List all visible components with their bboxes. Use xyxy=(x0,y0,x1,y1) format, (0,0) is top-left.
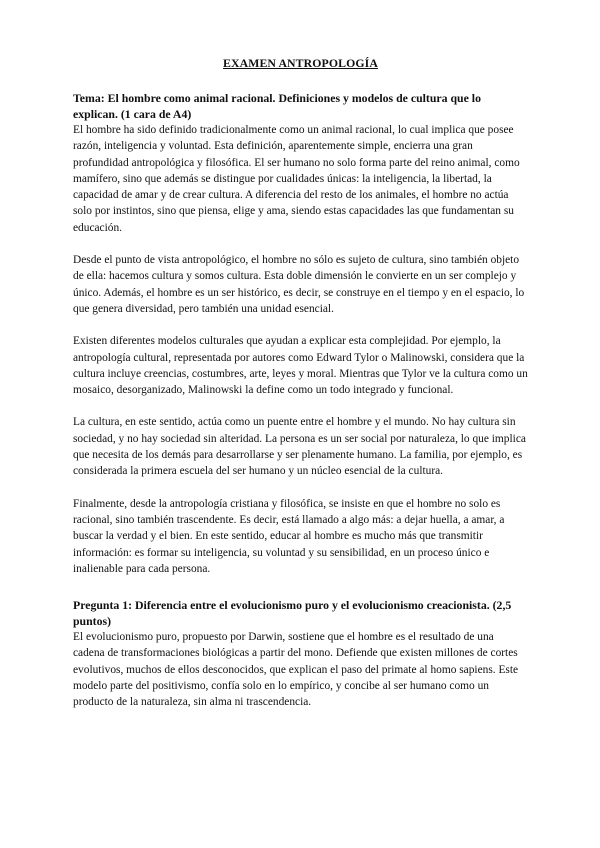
paragraph: Existen diferentes modelos culturales que ayudan a explicar esta complejidad. Por ejemplo, la antropología cultural, representada por autores como Edward Tylor o Malinowski, considera que la cultura incluye creencias, costumbres, arte, leyes y moral. Mientras que Tylor ve la cultura como un mosaico, desorganizado, Malinowski la define como un todo integrado y funcional. xyxy=(73,335,528,397)
paragraph: Finalmente, desde la antropología cristiana y filosófica, se insiste en que el hombre no solo es racional, sino también trascendente. Es decir, está llamado a algo más: a dejar huella, a amar, a buscar la verdad y el bien. En este sentido, educar al hombre es mucho más que transmitir información: es formar su inteligencia, su voluntad y su sensibilidad, en un proceso único e inalienable para cada persona. xyxy=(73,497,505,575)
paragraph: La cultura, en este sentido, actúa como un puente entre el hombre y el mundo. No hay cultura sin sociedad, y no hay sociedad sin alteridad. La persona es un ser social por naturaleza, lo que implica que necesita de los demás para desarrollarse y ser plenamente humano. La familia, por ejemplo, es considerada la primera escuela del ser humano y un núcleo esencial de la cultura. xyxy=(73,416,526,478)
document-title: EXAMEN ANTROPOLOGÍA xyxy=(223,56,378,70)
question-1-heading: Pregunta 1: Diferencia entre el evolucionismo puro y el evolucionismo creacionista. (2,5 puntos) xyxy=(73,598,512,629)
question-1-section xyxy=(73,597,528,710)
topic-section xyxy=(73,90,528,577)
paragraph: Desde el punto de vista antropológico, el hombre no sólo es sujeto de cultura, sino también objeto de ella: hacemos cultura y somos cultura. Esta doble dimensión le convierte en un ser complejo y único. Además, el hombre es un ser histórico, es decir, se construye en el tiempo y en el espacio, lo que genera diversidad, pero también una unidad esencial. xyxy=(73,254,525,315)
paragraph: El evolucionismo puro, propuesto por Darwin, sostiene que el hombre es el resultado de una cadena de transformaciones biológicas a partir del mono. Defiende que existen millones de cortes evolutivos, muchos de ellos desconocidos, que explican el paso del primate al homo sapiens. Este modelo parte del positivismo, confía solo en lo empírico, y concibe al ser humano como un producto de la naturaleza, sin alma ni trascendencia. xyxy=(73,631,519,709)
topic-heading: Tema: El hombre como animal racional. Definiciones y modelos de cultura que lo explican. (1 cara de A4) xyxy=(73,91,481,121)
paragraph: El hombre ha sido definido tradicionalmente como un animal racional, lo cual implica que posee razón, inteligencia y voluntad. Esta definición, aparentemente simple, encierra una gran profundidad antropológica y filosófica. El ser humano no solo forma parte del reino animal, como mamífero, sino que además se distingue por cualidades únicas: la inteligencia, la libertad, la capacidad de amar y de crear cultura. A diferencia del resto de los animales, el hombre no actúa solo por instintos, sino que piensa, elige y ama, siendo estas capacidades las que fundamentan su educación. xyxy=(73,124,520,234)
